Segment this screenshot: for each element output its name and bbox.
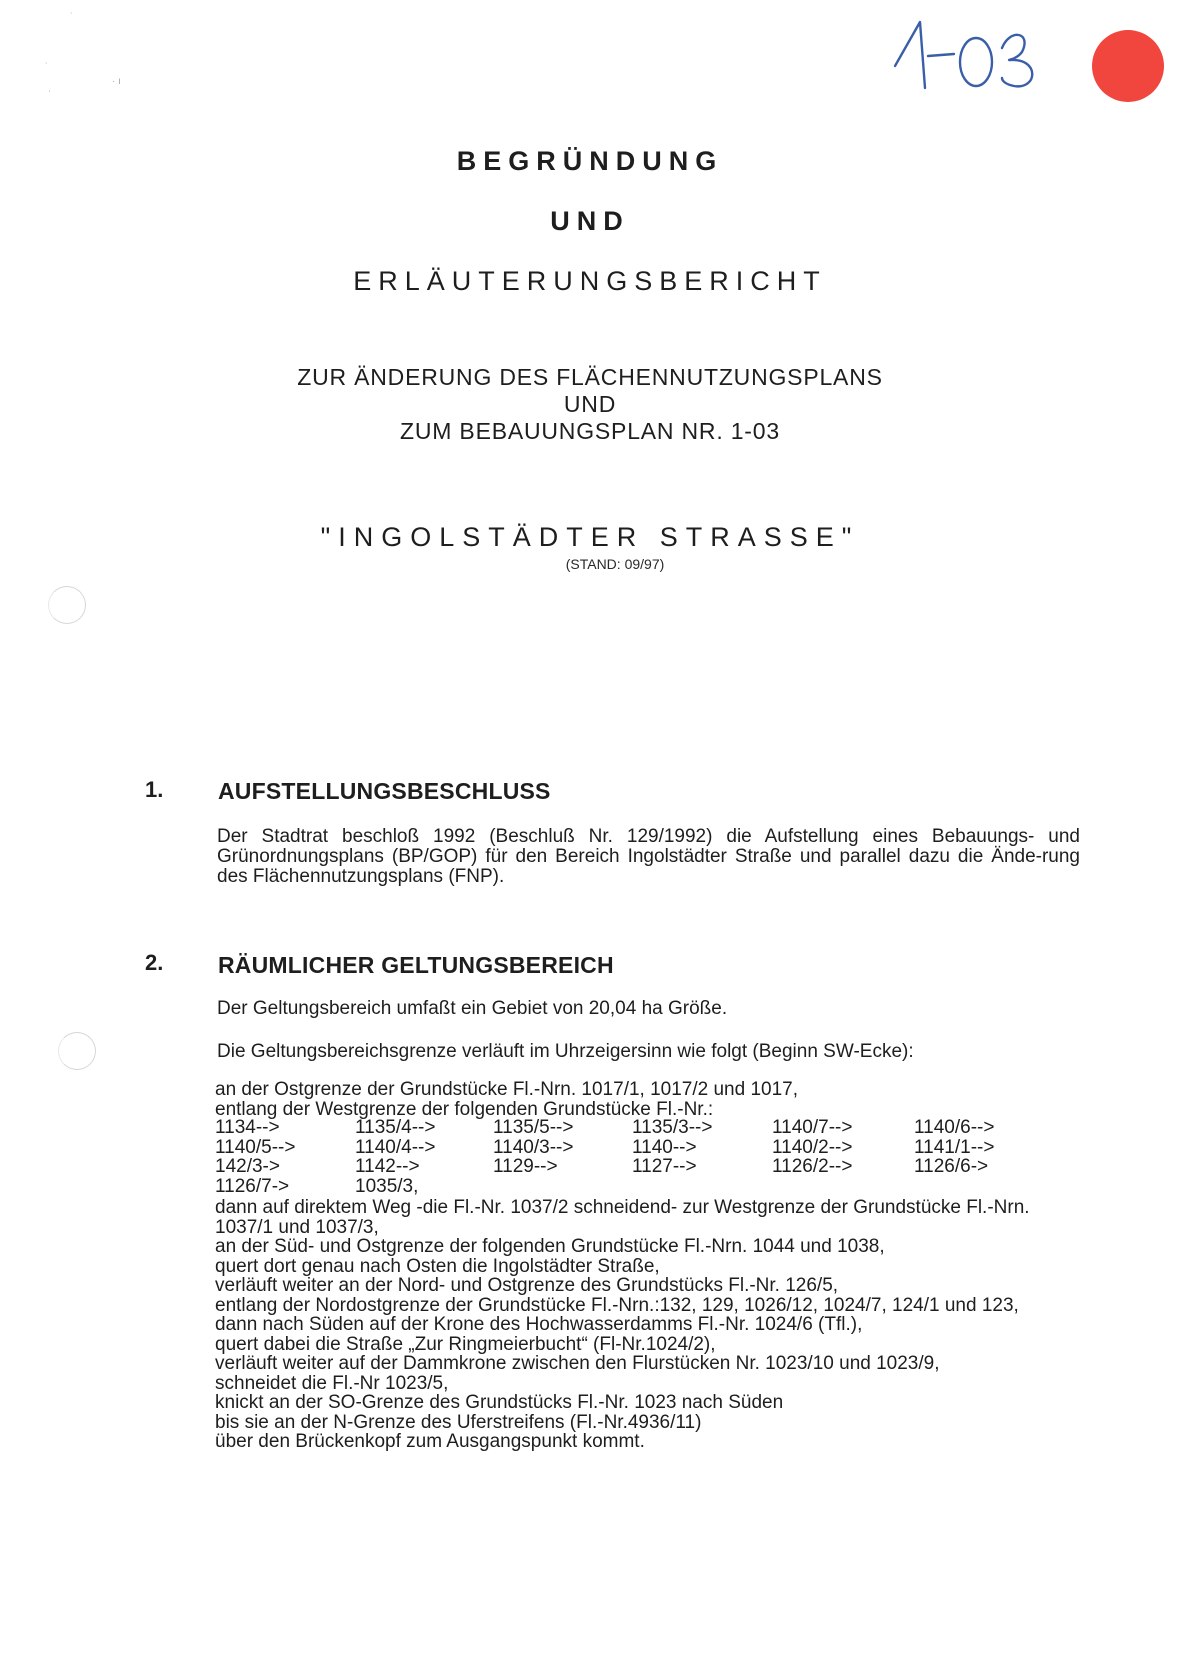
section2-number: 2.	[145, 950, 164, 975]
boundary-line: an der Ostgrenze der Grundstücke Fl.-Nrn. 1017/1, 1017/2 und 1017,	[215, 1079, 799, 1100]
parcel-cell: 1126/6->	[914, 1156, 989, 1177]
parcel-cell: 1141/1-->	[914, 1136, 995, 1158]
parcel-cell: 1035/3,	[355, 1175, 419, 1197]
boundary-line: über den Brückenkopf zum Ausgangspunkt kommt.	[215, 1431, 645, 1452]
area-text: Der Geltungsbereich umfaßt ein Gebiet von 20,04 ha Größe.	[217, 998, 728, 1019]
subtitle-line3: ZUM BEBAUUNGSPLAN NR. 1-03	[400, 418, 780, 444]
parcel-cell: 1129-->	[493, 1156, 558, 1177]
boundary-line: quert dabei die Straße „Zur Ringmeierbucht“ (Fl-Nr.1024/2),	[215, 1333, 716, 1355]
parcel-cell: 1140/7-->	[772, 1117, 853, 1138]
punch-hole	[58, 1032, 96, 1070]
parcel-cell: 1126/2-->	[772, 1156, 853, 1177]
red-marker-dot	[1092, 30, 1164, 102]
parcel-cell: 1134-->	[215, 1117, 280, 1138]
boundary-line: quert dort genau nach Osten die Ingolstädter Straße,	[215, 1255, 660, 1277]
boundary-line: knickt an der SO-Grenze des Grundstücks Fl.-Nr. 1023 nach Süden	[215, 1392, 784, 1413]
section1-number: 1.	[145, 777, 164, 802]
boundary-line: an der Süd- und Ostgrenze der folgenden Grundstücke Fl.-Nrn. 1044 und 1038,	[215, 1236, 885, 1257]
boundary-intro: Die Geltungsbereichsgrenze verläuft im Uhrzeigersinn wie folgt (Beginn SW-Ecke):	[217, 1041, 914, 1062]
boundary-line: entlang der Nordostgrenze der Grundstücke Fl.-Nrn.:132, 129, 1026/12, 1024/7, 124/1 und 123,	[215, 1294, 1019, 1316]
boundary-line: dann nach Süden auf der Krone des Hochwasserdamms Fl.-Nr. 1024/6 (Tfl.),	[215, 1314, 863, 1335]
boundary-line: entlang der Westgrenze der folgenden Grundstücke Fl.-Nr.:	[215, 1098, 714, 1120]
parcel-cell: 1135/3-->	[632, 1117, 713, 1138]
street-title: "INGOLSTÄDTER STRASSE"	[320, 522, 860, 552]
parcel-cell: 1135/4-->	[355, 1117, 436, 1138]
boundary-line: 1037/1 und 1037/3,	[215, 1216, 379, 1238]
boundary-lines-before	[215, 1080, 1095, 1119]
parcel-cell: 1140-->	[632, 1136, 697, 1158]
subtitle-line1: ZUR ÄNDERUNG DES FLÄCHENNUTZUNGSPLANS	[297, 364, 883, 390]
parcel-cell: 1140/2-->	[772, 1136, 853, 1158]
doc-title-line1: BEGRÜNDUNG	[456, 146, 724, 176]
stand-date: (STAND: 09/97)	[565, 556, 665, 572]
parcel-grid	[215, 1118, 1075, 1196]
parcel-cell: 142/3->	[215, 1156, 280, 1177]
handwritten-stamp	[892, 18, 1042, 98]
scan-speck: ˙	[70, 12, 74, 23]
section2-heading: RÄUMLICHER GELTUNGSBEREICH	[218, 952, 614, 978]
scan-speck: · ı	[112, 76, 121, 87]
parcel-cell: 1142-->	[355, 1156, 420, 1177]
doc-title-line2: UND	[550, 206, 630, 236]
boundary-line: verläuft weiter auf der Dammkrone zwischen den Flurstücken Nr. 1023/10 und 1023/9,	[215, 1353, 940, 1374]
boundary-line: dann auf direktem Weg -die Fl.-Nr. 1037/2 schneidend- zur Westgrenze der Grundstücke Fl.-Nrn.	[215, 1197, 1030, 1218]
boundary-line: bis sie an der N-Grenze des Uferstreifens (Fl.-Nr.4936/11)	[215, 1411, 702, 1433]
scan-speck: ˙	[45, 62, 49, 73]
scan-speck: ˌ	[48, 82, 52, 93]
section1-heading: AUFSTELLUNGSBESCHLUSS	[218, 778, 551, 804]
boundary-line: verläuft weiter an der Nord- und Ostgrenze des Grundstücks Fl.-Nr. 126/5,	[215, 1275, 839, 1296]
parcel-cell: 1135/5-->	[493, 1117, 574, 1138]
doc-title-line3: ERLÄUTERUNGSBERICHT	[353, 266, 827, 296]
parcel-cell: 1140/4-->	[355, 1136, 436, 1158]
subtitle-line2: UND	[563, 391, 617, 417]
parcel-cell: 1140/6-->	[914, 1117, 995, 1138]
punch-hole	[48, 586, 86, 624]
section1-paragraph: Der Stadtrat beschloß 1992 (Beschluß Nr. 129/1992) die Aufstellung eines Bebauungs- und Grünordnungsplans (BP/GOP) für den Bereich Ingolstädter Straße und parallel dazu die Ände-rung des Flächennutzungsplans (FNP).	[217, 826, 1080, 887]
parcel-cell: 1127-->	[632, 1156, 697, 1177]
parcel-cell: 1140/5-->	[215, 1136, 296, 1158]
boundary-line: schneidet die Fl.-Nr 1023/5,	[215, 1372, 449, 1394]
parcel-cell: 1126/7->	[215, 1175, 290, 1197]
boundary-lines-after	[215, 1198, 1095, 1452]
parcel-cell: 1140/3-->	[493, 1136, 574, 1158]
